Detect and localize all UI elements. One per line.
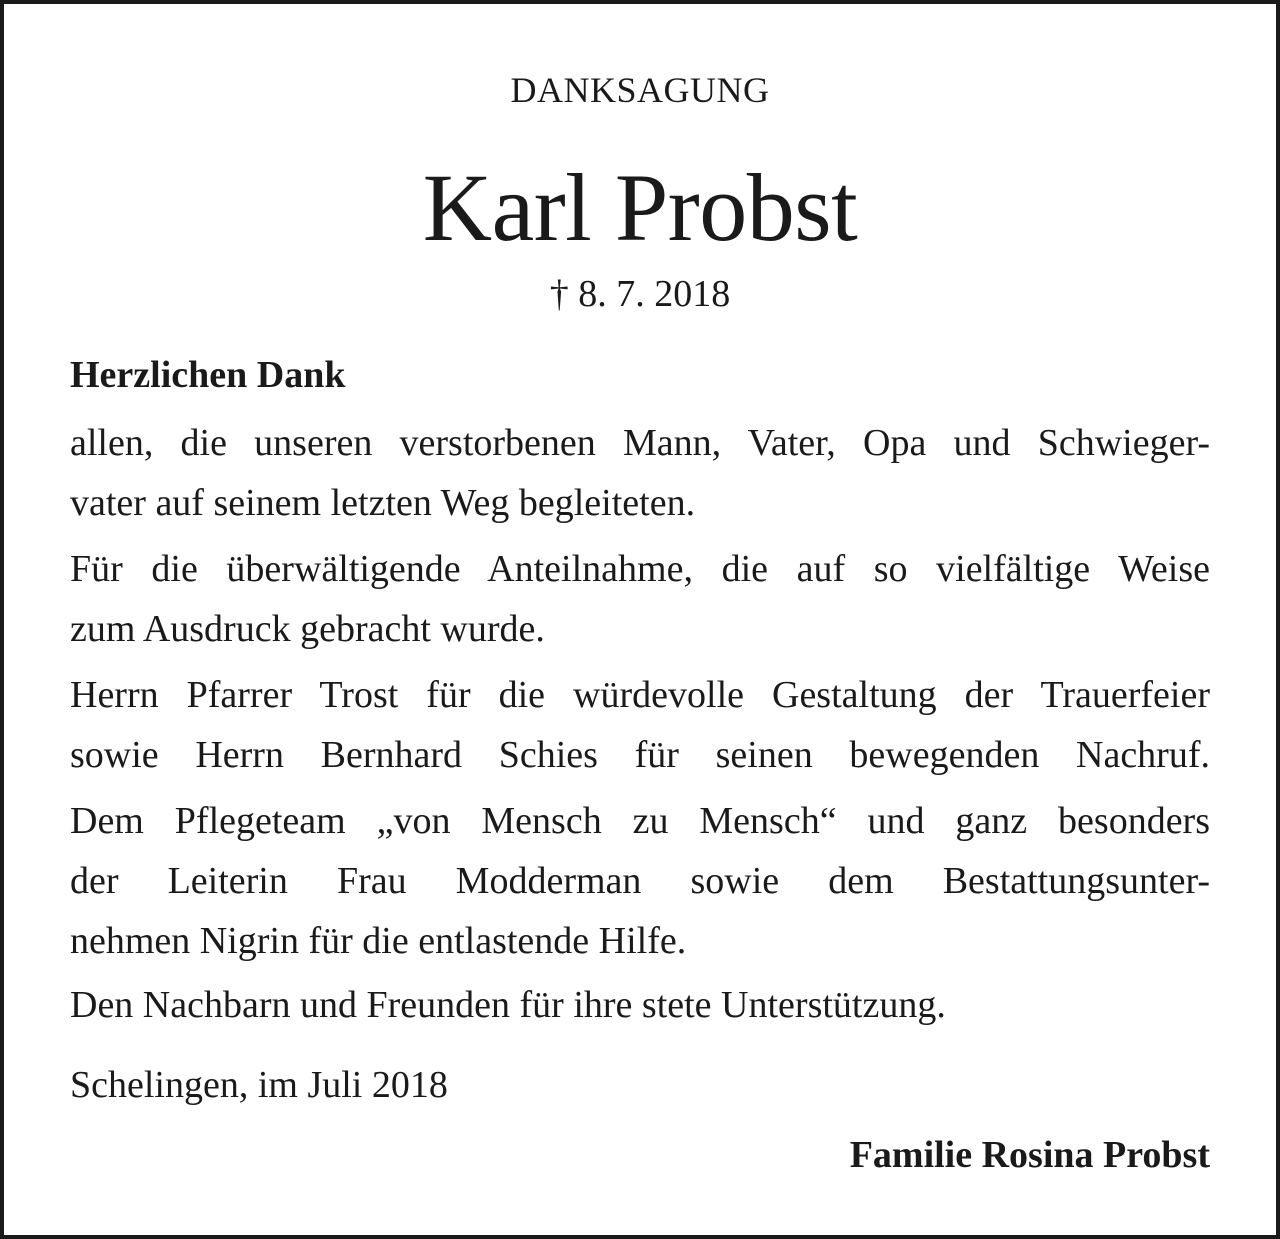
place-date: Schelingen, im Juli 2018 bbox=[70, 1064, 448, 1106]
text-line: nehmen Nigrin für die entlastende Hilfe. bbox=[70, 920, 687, 962]
text-line: vater auf seinem letzten Weg begleiteten. bbox=[70, 482, 696, 524]
paragraph-care-team bbox=[70, 791, 1210, 971]
text-line: sowie Herrn Bernhard Schies für seinen bewegenden Nachruf. bbox=[70, 734, 1210, 776]
text-line: Herrn Pfarrer Trost für die würdevolle Gestaltung der Trauerfeier bbox=[70, 674, 1210, 716]
signature: Familie Rosina Probst bbox=[849, 1134, 1210, 1176]
text-line: der Leiterin Frau Modderman sowie dem Bestattungsunter- bbox=[70, 860, 1210, 902]
deceased-name: Karl Probst bbox=[422, 154, 858, 261]
paragraph-ceremony bbox=[70, 665, 1210, 785]
thanks-heading: Herzlichen Dank bbox=[70, 354, 346, 396]
text-line: Den Nachbarn und Freunden für ihre stete Unterstützung. bbox=[70, 984, 946, 1026]
text-line: allen, die unseren verstorbenen Mann, Vater, Opa und Schwieger- bbox=[70, 422, 1210, 464]
paragraph-sympathy bbox=[70, 539, 1210, 659]
death-date: † 8. 7. 2018 bbox=[549, 273, 731, 315]
paragraph-neighbors bbox=[70, 975, 1210, 1035]
notice-kicker: DANKSAGUNG bbox=[510, 70, 770, 110]
paragraph-mourners bbox=[70, 413, 1210, 533]
text-line: Für die überwältigende Anteilnahme, die auf so vielfältige Weise bbox=[70, 548, 1210, 590]
text-line: zum Ausdruck gebracht wurde. bbox=[70, 608, 545, 650]
text-line: Dem Pflegeteam „von Mensch zu Mensch“ und ganz besonders bbox=[70, 800, 1210, 842]
